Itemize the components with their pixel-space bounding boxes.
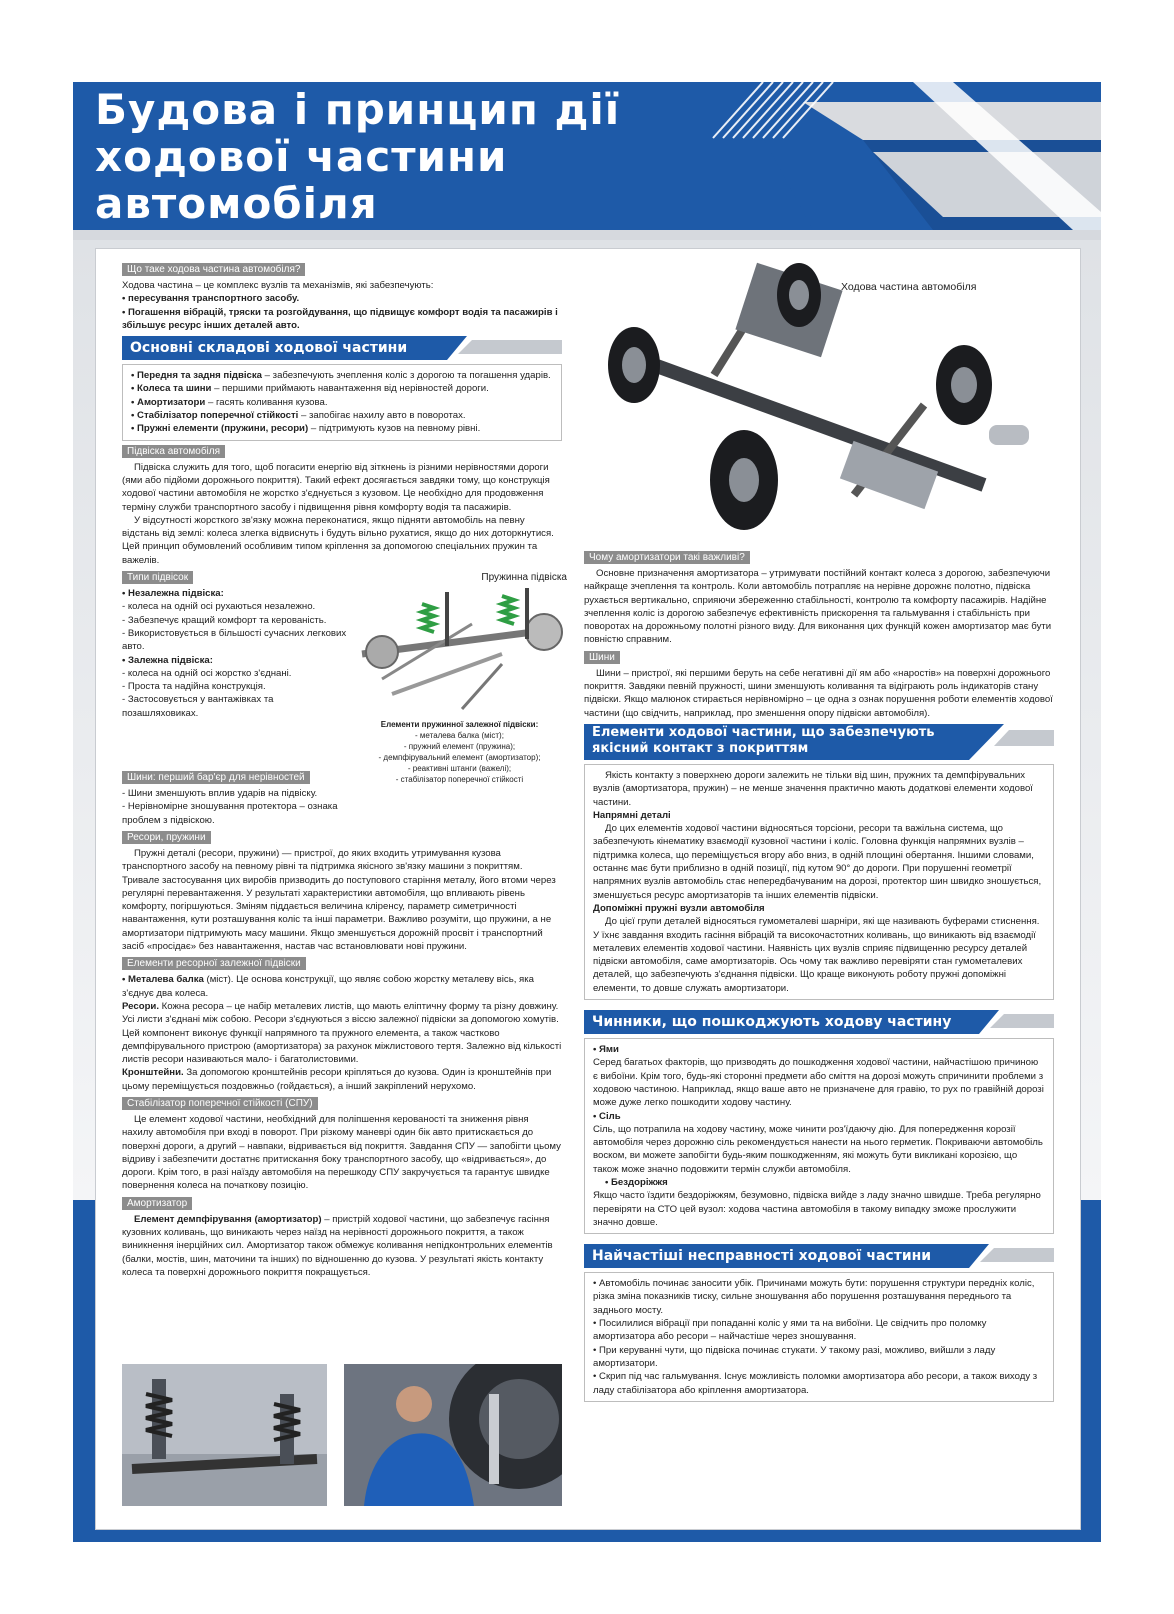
fault-item: • При керуванні чути, що підвіска починає стукати. У такому разі, можливо, вийшли з ладу амортизатори. bbox=[593, 1344, 996, 1369]
suspension-para-1: Підвіска служить для того, щоб погасити енергію від зіткнень із різними нерівностями дороги (ями або підйоми дорожнього покриття). Такий ефект досягається завдяки тому, що конструкція ходової частини автомобіля не жорстко з'єднується з кузовом. Це необхідно для продовження терміну служби транспортного засобу і підвищення рівня комфорту водія та пасажирів. bbox=[122, 461, 550, 513]
pits-heading: • Ями bbox=[593, 1044, 619, 1056]
rear-axle-photo bbox=[122, 1364, 327, 1506]
spring-caption-item: - металева балка (міст); bbox=[415, 730, 504, 740]
types-label: Типи підвісок bbox=[122, 571, 193, 584]
mechanic-photo bbox=[344, 1364, 562, 1506]
pits-para: Серед багатьох факторів, що призводять до пошкодження ходової частини, найчастішою причиною є вибоїни. Крім того, будь-які сторонні предмети або сміття на дорозі можуть спричинити проблеми з ходовою частиною. Наприклад, якщо ваше авто не призначене для гравію, то рух по гравійній дорозі може дуже легко пошкодити ходову частину. bbox=[593, 1057, 1044, 1109]
contact-heading-band bbox=[584, 724, 1054, 760]
leaf-brackets: Кронштейни. За допомогою кронштейнів ресори кріпляться до кузова. Один із кронштейнів при цьому переміщується поздовжньо (гойдається), а інший закріплений нерухомо. bbox=[122, 1067, 552, 1092]
header-banner bbox=[73, 82, 1101, 230]
guide-parts-para: До цих елементів ходової частини відносяться торсіони, ресори та важільна система, що забезпечують кінематику взаємодії кузовної частини і коліс. Головна функція напрямних вузлів – підтримка колеса, що переміщується вгору або вниз, в одній площині обертання. Іншими словами, останнє має бути приблизно в одній позиції, під кутом 90° до дороги. При порушенні геометрії напрямних вузлів автомобіль стає непередбачуваним на дорозі, протектор шин швидко зношується, зменшується ресурс амортизаторів та інших елементів підвіски. bbox=[593, 823, 1042, 901]
stabilizer-para: Це елемент ходової частини, необхідний для поліпшення керованості та зниження рівня нахилу автомобіля при вході в поворот. При різкому маневрі один бік авто притискається до поверхні дороги, а другий – навпаки, відривається від покриття. Завдання СПУ — запобігти цьому відриву і забезпечити достатнє притискання боку транспортного засобу, що «відривається», до дороги. Крім того, в разі наїзду автомобіля на перешкоду СПУ закручується та гарантує швидке повернення колеса на початкову позицію. bbox=[122, 1113, 561, 1192]
components-box bbox=[122, 364, 562, 440]
components-list bbox=[131, 369, 553, 435]
fault-item: • Автомобіль починає заносити убік. Причинами можуть бути: порушення структури передніх коліс, різка зміна показників тиску, сильне зношування або порушення розташування переднього та заднього мосту. bbox=[593, 1278, 1035, 1316]
aux-elastic-para: До цієї групи деталей відносяться гумометалеві шарніри, які ще називають буферами стиснення. У їхнє завдання входить гасіння вібрацій та високочастотних коливань, що виникають від взаємодії металевих елементів ходової частини. Наявність цих вузлів сприяє підвищенню ресурсу деталей підвіски автомобіля, саме амортизаторів. Ось чому так важливо перевіряти стан гумометалевих деталей, що забезпечують з'єднання підвіски. Що краще виконують роботу пружні допоміжні елементи, то довше служать амортизатори. bbox=[593, 916, 1040, 994]
title-line-1: Будова і принцип дії bbox=[95, 85, 621, 134]
tires-right-para: Шини – пристрої, які першими беруть на себе негативні дії ям або «наростів» на поверхні дорожнього покриття. Завдяки певній пружності, шини зменшують коливання та відіграють роль індикаторів стану підвіски. Якщо малюнок стирається нерівномірно – це одна з ознак порушення роботи елементів ходової частини (що свідчить, наприклад, про зменшення опору підвіски автомобіля). bbox=[584, 667, 1053, 719]
salt-heading: • Сіль bbox=[593, 1110, 621, 1122]
spring-caption-item: - демпфірувальний елемент (амортизатор); bbox=[378, 752, 541, 762]
faults-box bbox=[584, 1272, 1054, 1402]
left-column bbox=[122, 259, 567, 1279]
components-heading: Основні складові ходової частини bbox=[130, 340, 408, 357]
stabilizer-label: Стабілізатор поперечної стійкості (СПУ) bbox=[122, 1097, 318, 1110]
spring-figure-caption bbox=[352, 719, 567, 785]
right-column bbox=[584, 547, 1054, 1402]
fault-item: • Скрип під час гальмування. Існує можливість поломки амортизатора або ресори, а також виходу з ладу стабілізатора або кріплення амортизатора. bbox=[593, 1371, 1038, 1396]
leaf-springs: Ресори. Кожна ресора – це набір металевих листів, що мають еліптичну форму та різну довжину. Усі листи з'єднані між собою. Ресори з'єднуються з віссю залежної підвіски за допомогою хомутів. Цей компонент виконує функції напрямного та пружного елемента, а також частково демпфірувального пристрою (амортизатора) за рахунок міжлистового тертя. Залежно від кількості листів ресори називаються мало- і багатолистовими. bbox=[122, 1000, 562, 1066]
dependent-item: - колеса на одній осі жорстко з'єднані. bbox=[122, 667, 292, 679]
spring-caption-item: - реактивні штанги (важелі); bbox=[407, 763, 512, 773]
independent-item: - Використовується в більшості сучасних легкових авто. bbox=[122, 627, 347, 653]
title-line-3: автомобіля bbox=[95, 179, 378, 228]
springs-label: Ресори, пружини bbox=[122, 831, 211, 844]
types-text bbox=[122, 567, 347, 720]
intro-text: Ходова частина – це комплекс вузлів та механізмів, які забезпечують: bbox=[122, 280, 434, 291]
independent-item: - колеса на одній осі рухаються незалежно. bbox=[122, 601, 316, 613]
page-title bbox=[95, 86, 620, 227]
why-absorbers-label: Чому амортизатори такі важливі? bbox=[584, 551, 750, 564]
content-sheet bbox=[95, 248, 1081, 1530]
component-item: • Пружні елементи (пружини, ресори) – підтримують кузов на певному рівні. bbox=[131, 423, 481, 435]
independent-item: - Забезпечує кращий комфорт та керованість. bbox=[122, 614, 327, 626]
components-heading-band bbox=[122, 336, 562, 360]
intro-label: Що таке ходова частина автомобіля? bbox=[122, 263, 305, 276]
tires-left-item: - Нерівномірне зношування протектора – ознака проблем з підвіскою. bbox=[122, 801, 338, 826]
contact-intro: Якість контакту з поверхнею дороги залежить не тільки від шин, пружних та демпфірувальних вузлів (амортизатора, пружин) – не менше значення практично мають додаткові елементи ходової частини. bbox=[593, 769, 1033, 808]
component-item: • Передня та задня підвіска – забезпечують зчеплення коліс з дорогою та погашення ударів. bbox=[131, 370, 551, 382]
spring-caption-item: - пружний елемент (пружина); bbox=[403, 741, 516, 751]
contact-box bbox=[584, 764, 1054, 1000]
leaf-label: Елементи ресорної залежної підвіски bbox=[122, 957, 306, 970]
contact-heading: Елементи ходової частини, що забезпечують якісний контакт з покриттям bbox=[592, 724, 935, 756]
aux-elastic-heading: Допоміжні пружні вузли автомобіля bbox=[593, 902, 765, 914]
chassis-illustration bbox=[594, 255, 1064, 545]
tires-left-label: Шини: перший бар'єр для нерівностей bbox=[122, 771, 310, 784]
damage-heading-band bbox=[584, 1010, 1054, 1034]
component-item: • Амортизатори – гасять коливання кузова. bbox=[131, 396, 328, 408]
damage-heading: Чинники, що пошкоджують ходову частину bbox=[592, 1014, 952, 1031]
spring-suspension-figure bbox=[352, 567, 567, 784]
tires-left-item: - Шини зменшують вплив ударів на підвіску. bbox=[122, 788, 318, 800]
suspension-label: Підвіска автомобіля bbox=[122, 445, 225, 458]
dependent-item: - Проста та надійна конструкція. bbox=[122, 681, 266, 693]
offroad-heading: • Бездоріжжя bbox=[605, 1176, 668, 1188]
faults-heading-band bbox=[584, 1244, 1054, 1268]
tires-right-label: Шини bbox=[584, 651, 620, 664]
dependent-title: • Залежна підвіска: bbox=[122, 654, 213, 666]
intro-bullet-1: • пересування транспортного засобу. bbox=[122, 293, 300, 305]
damage-box bbox=[584, 1038, 1054, 1234]
fault-item: • Посилилися вібрації при попаданні коліс у ями та на вибоїни. Це свідчить про поломку амортизатора або ресори – найчастіше через зношування. bbox=[593, 1318, 987, 1343]
absorber-label: Амортизатор bbox=[122, 1197, 192, 1210]
spring-suspension-illustration bbox=[352, 584, 567, 714]
absorber-para: Елемент демпфірування (амортизатор) – пристрій ходової частини, що забезпечує гасіння кузовних коливань, що виникають через наїзд на нерівності дорожнього покриття, а також виникнення інерційних сил. Амортизатор також обмежує коливання непідконтрольних елементів (балки, мостів, шин, маточини та інших) по відношенню до кузова. У результаті якість контакту колеса та поверхні дорожнього покриття покращується. bbox=[122, 1213, 553, 1278]
springs-para: Пружні деталі (ресори, пружини) — пристрої, до яких входить утримування кузова транспортного засобу на певному рівні та підтримка якісного зв'язку машини з покриттям. Тривале застосування цих виробів призводить до поступового старіння металу, його втоми через регулярні перевантаження. У результаті характеристики автомобіля, що впливають рівень комфорту, погіршуються. Зміням піддається величина кліренсу, параметр симетричності навантаження, кути розташування коліс та інші параметри. Важливо розуміти, що пружини, а не амортизатори підтримують масу машини. Якщо зменшується дорожній просвіт і транспортний засіб «просідає» без навантаження, настав час встановлювати нові пружини. bbox=[122, 847, 556, 953]
intro-bullet-2: • Погашення вібрацій, тряски та розгойдування, що підвищує комфорт водія та пасажирів і збільшує ресурс інших деталей авто. bbox=[122, 306, 558, 331]
component-item: • Стабілізатор поперечної стійкості – запобігає нахилу авто в поворотах. bbox=[131, 410, 466, 422]
guide-parts-heading: Напрямні деталі bbox=[593, 809, 671, 821]
salt-para: Сіль, що потрапила на ходову частину, може чинити роз'їдаючу дію. Для попередження корозії автомобіля через дорожню сіль рекомендується нанести на нього герметик. Покриваючи автомобіль воском, ви можете запобігти будь-яким пошкодженням, які можуть бути викликані корозією, що також може значно подовжити термін служби автомобіля. bbox=[593, 1123, 1043, 1175]
why-absorbers-para: Основне призначення амортизатора – утримувати постійний контакт колеса з дорогою, забезпечуючи найкраще зчеплення та контроль. Коли автомобіль потрапляє на нерівне дорожнє полотно, підвіска рухається вертикально, сприяючи збереженню стабільності, контролю та комфорту пасажирів. Надійне зчеплення коліс із дорогою забезпечує ефективність прискорення та гальмування і стабільність при поворотах на дорожньому полотні різного виду. Для виконання цих функцій кожен амортизатор має бути повністю справним. bbox=[584, 568, 1052, 646]
leaf-beam: • Металева балка (міст). Це основа конструкції, що являє собою жорстку металеву вісь, яка з'єднує два колеса. bbox=[122, 974, 534, 999]
spring-figure-title: Пружинна підвіска bbox=[481, 572, 567, 584]
spring-caption-item: - стабілізатор поперечної стійкості bbox=[395, 774, 524, 784]
independent-title: • Незалежна підвіска: bbox=[122, 588, 224, 600]
tires-left-section bbox=[122, 767, 347, 827]
poster-frame bbox=[73, 82, 1101, 1542]
component-item: • Колеса та шини – першими приймають навантаження від нерівностей дороги. bbox=[131, 383, 489, 395]
title-line-2: ходової частини bbox=[95, 132, 508, 181]
suspension-para-2: У відсутності жорсткого зв'язку можна переконатися, якщо підняти автомобіль на певну відстань від землі: колеса злегка відвиснуть і будуть вільно рухатися, якщо до них доторкнутися. Цей принцип обумовлений особливим типом кріплення за допомогою спеціальних пружин та важелів. bbox=[122, 514, 554, 566]
dependent-item: - Застосовується у вантажівках та позашляховиках. bbox=[122, 694, 274, 719]
spring-caption-title: Елементи пружинної залежної підвіски: bbox=[380, 719, 539, 729]
chassis-caption: Ходова частина автомобіля bbox=[841, 281, 977, 293]
faults-heading: Найчастіші несправності ходової частини bbox=[592, 1248, 932, 1265]
header-underline bbox=[73, 230, 1101, 240]
offroad-para: Якщо часто їздити бездоріжжям, безумовно, підвіска вийде з ладу значно швидше. Треба регулярно перевіряти на СТО цей вузол: ходова частина автомобіля в такому випадку зможе прослужити значно довше. bbox=[593, 1190, 1041, 1228]
